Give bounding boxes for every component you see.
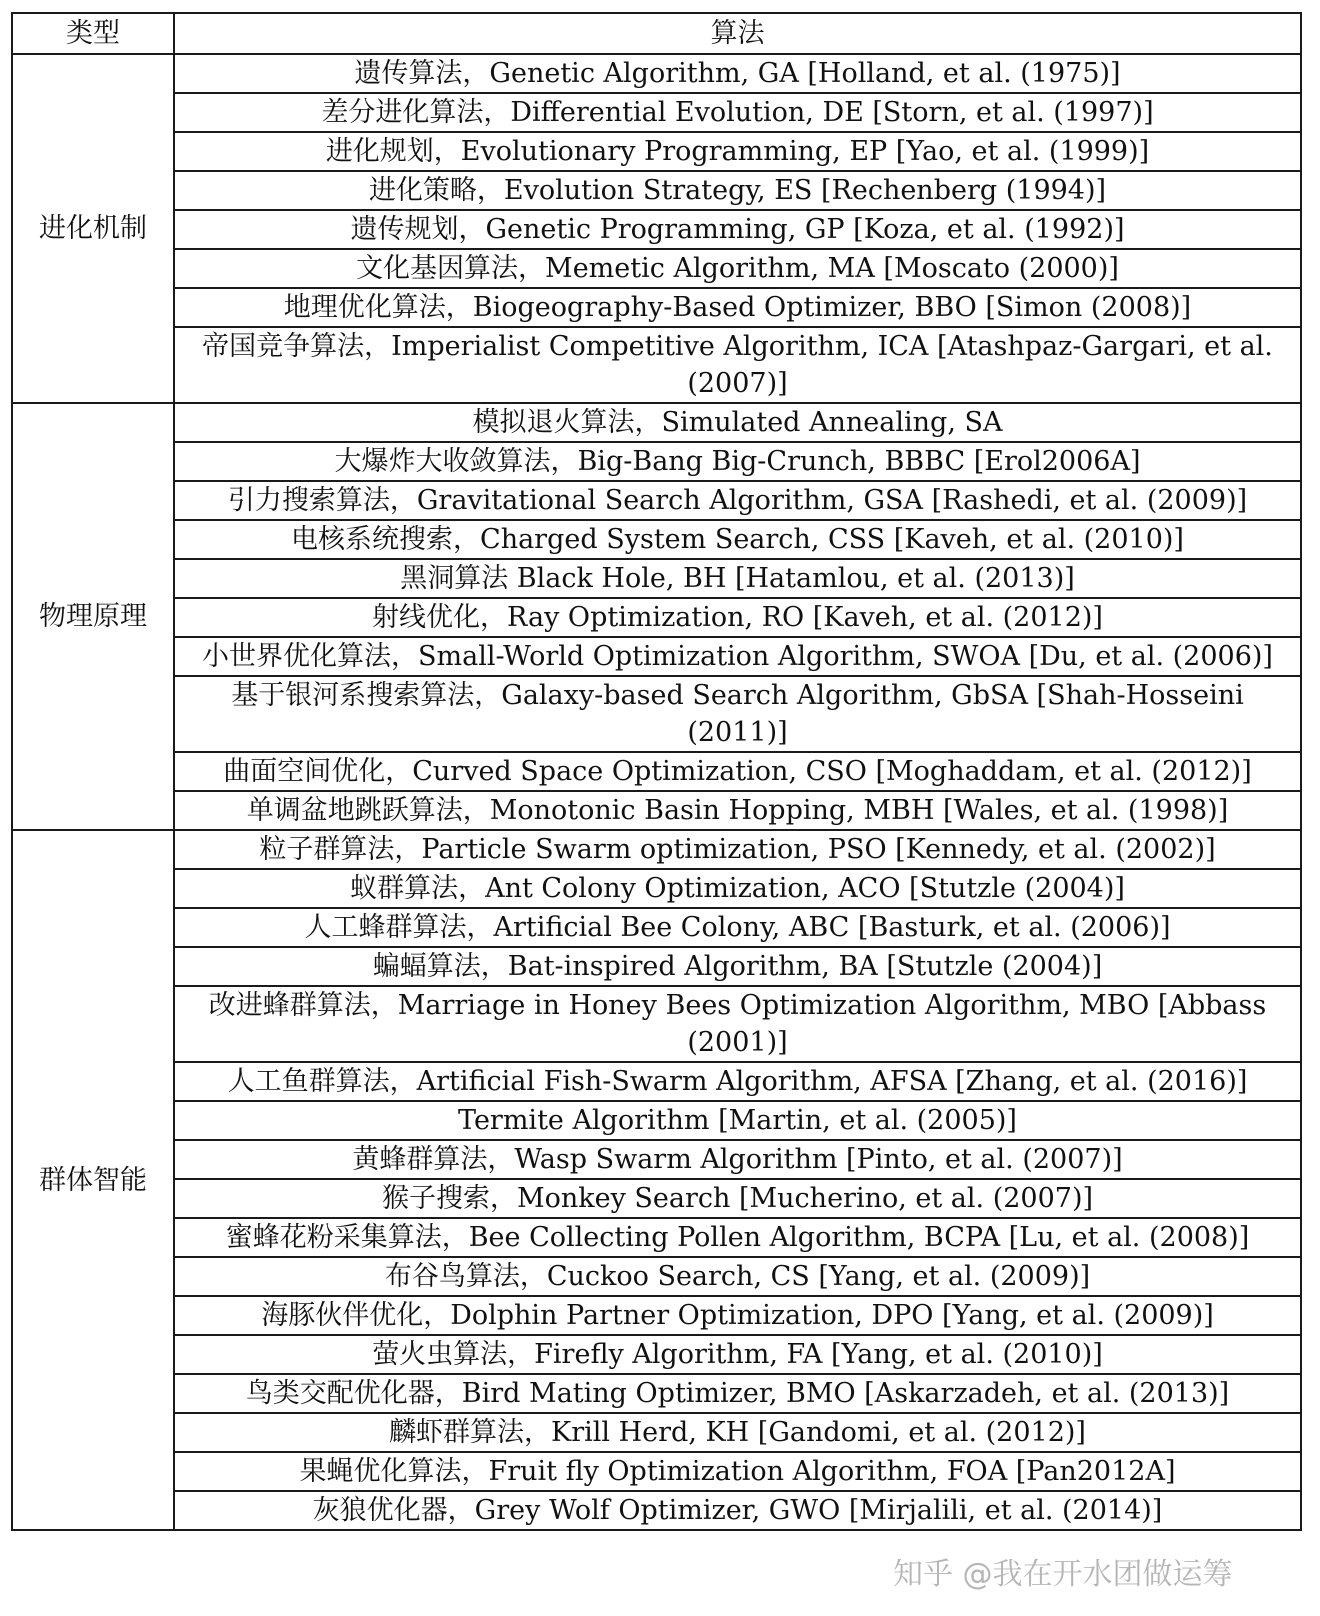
algorithm-cell: 黑洞算法 Black Hole, BH [Hatamlou, et al. (2013)] — [174, 559, 1301, 598]
table-row — [12, 327, 1301, 403]
algorithm-cell: 鸟类交配优化器，Bird Mating Optimizer, BMO [Askarzadeh, et al. (2013)] — [174, 1374, 1301, 1413]
algorithm-cell: 萤火虫算法，Firefly Algorithm, FA [Yang, et al. (2010)] — [174, 1335, 1301, 1374]
table-row — [12, 947, 1301, 986]
table-row — [12, 520, 1301, 559]
table-header-row — [12, 13, 1301, 54]
algorithm-cell: 射线优化，Ray Optimization, RO [Kaveh, et al. (2012)] — [174, 598, 1301, 637]
table-row — [12, 481, 1301, 520]
algorithm-cell: 帝国竞争算法，Imperialist Competitive Algorithm, ICA [Atashpaz-Gargari, et al. (2007)] — [174, 327, 1301, 403]
algorithm-cell: 人工鱼群算法，Artificial Fish-Swarm Algorithm, AFSA [Zhang, et al. (2016)] — [174, 1062, 1301, 1101]
table-row — [12, 908, 1301, 947]
category-cell: 群体智能 — [12, 830, 174, 1530]
table-row — [12, 1491, 1301, 1530]
algorithm-cell: 基于银河系搜索算法，Galaxy-based Search Algorithm, GbSA [Shah-Hosseini (2011)] — [174, 676, 1301, 752]
algorithm-cell: 大爆炸大收敛算法，Big-Bang Big-Crunch, BBBC [Erol2006A] — [174, 442, 1301, 481]
table-row — [12, 752, 1301, 791]
header-algorithm: 算法 — [174, 13, 1301, 54]
algorithm-cell: 小世界优化算法，Small-World Optimization Algorithm, SWOA [Du, et al. (2006)] — [174, 637, 1301, 676]
table-row — [12, 54, 1301, 93]
algorithm-cell: 模拟退火算法，Simulated Annealing, SA — [174, 403, 1301, 442]
table-row — [12, 637, 1301, 676]
table-row — [12, 1413, 1301, 1452]
table-row — [12, 1335, 1301, 1374]
algorithm-cell: 遗传规划，Genetic Programming, GP [Koza, et al. (1992)] — [174, 210, 1301, 249]
table-row — [12, 791, 1301, 830]
algorithm-cell: 蚁群算法，Ant Colony Optimization, ACO [Stutzle (2004)] — [174, 869, 1301, 908]
table-row — [12, 1062, 1301, 1101]
table-row — [12, 93, 1301, 132]
algorithm-cell: 单调盆地跳跃算法，Monotonic Basin Hopping, MBH [Wales, et al. (1998)] — [174, 791, 1301, 830]
table-row — [12, 1257, 1301, 1296]
table-row — [12, 1296, 1301, 1335]
header-type: 类型 — [12, 13, 174, 54]
table-row — [12, 986, 1301, 1062]
category-cell: 进化机制 — [12, 54, 174, 403]
algorithm-cell: 果蝇优化算法，Fruit fly Optimization Algorithm, FOA [Pan2012A] — [174, 1452, 1301, 1491]
algorithm-cell: 遗传算法，Genetic Algorithm, GA [Holland, et al. (1975)] — [174, 54, 1301, 93]
table-row — [12, 676, 1301, 752]
algorithm-cell: 进化规划，Evolutionary Programming, EP [Yao, et al. (1999)] — [174, 132, 1301, 171]
algorithm-cell: 粒子群算法，Particle Swarm optimization, PSO [Kennedy, et al. (2002)] — [174, 830, 1301, 869]
table-row — [12, 559, 1301, 598]
algorithm-cell: Termite Algorithm [Martin, et al. (2005)] — [174, 1101, 1301, 1140]
algorithm-cell: 差分进化算法，Differential Evolution, DE [Storn, et al. (1997)] — [174, 93, 1301, 132]
table-row — [12, 442, 1301, 481]
algorithm-cell: 灰狼优化器，Grey Wolf Optimizer, GWO [Mirjalili, et al. (2014)] — [174, 1491, 1301, 1530]
algorithm-cell: 曲面空间优化，Curved Space Optimization, CSO [Moghaddam, et al. (2012)] — [174, 752, 1301, 791]
algorithm-cell: 引力搜索算法，Gravitational Search Algorithm, GSA [Rashedi, et al. (2009)] — [174, 481, 1301, 520]
algorithm-table — [11, 12, 1302, 1531]
algorithm-cell: 海豚伙伴优化，Dolphin Partner Optimization, DPO [Yang, et al. (2009)] — [174, 1296, 1301, 1335]
algorithm-cell: 麟虾群算法，Krill Herd, KH [Gandomi, et al. (2012)] — [174, 1413, 1301, 1452]
table-row — [12, 249, 1301, 288]
table-row — [12, 1140, 1301, 1179]
table-row — [12, 288, 1301, 327]
table-row — [12, 210, 1301, 249]
table-row — [12, 1452, 1301, 1491]
algorithm-cell: 人工蜂群算法，Artificial Bee Colony, ABC [Basturk, et al. (2006)] — [174, 908, 1301, 947]
algorithm-cell: 布谷鸟算法，Cuckoo Search, CS [Yang, et al. (2009)] — [174, 1257, 1301, 1296]
algorithm-cell: 蝙蝠算法，Bat-inspired Algorithm, BA [Stutzle (2004)] — [174, 947, 1301, 986]
table-body — [12, 54, 1301, 1530]
table-row — [12, 598, 1301, 637]
algorithm-cell: 文化基因算法，Memetic Algorithm, MA [Moscato (2000)] — [174, 249, 1301, 288]
algorithm-cell: 黄蜂群算法，Wasp Swarm Algorithm [Pinto, et al. (2007)] — [174, 1140, 1301, 1179]
algorithm-cell: 改进蜂群算法，Marriage in Honey Bees Optimization Algorithm, MBO [Abbass (2001)] — [174, 986, 1301, 1062]
table-row — [12, 1101, 1301, 1140]
algorithm-cell: 猴子搜索，Monkey Search [Mucherino, et al. (2007)] — [174, 1179, 1301, 1218]
category-cell: 物理原理 — [12, 403, 174, 830]
table-row — [12, 1218, 1301, 1257]
table-row — [12, 171, 1301, 210]
table-row — [12, 1179, 1301, 1218]
algorithm-cell: 蜜蜂花粉采集算法，Bee Collecting Pollen Algorithm, BCPA [Lu, et al. (2008)] — [174, 1218, 1301, 1257]
algorithm-cell: 地理优化算法，Biogeography-Based Optimizer, BBO [Simon (2008)] — [174, 288, 1301, 327]
algorithm-cell: 电核系统搜索，Charged System Search, CSS [Kaveh, et al. (2010)] — [174, 520, 1301, 559]
table-row — [12, 830, 1301, 869]
table-row — [12, 403, 1301, 442]
algorithm-cell: 进化策略，Evolution Strategy, ES [Rechenberg (1994)] — [174, 171, 1301, 210]
table-row — [12, 132, 1301, 171]
watermark: 知乎 @我在开水团做运筹 — [893, 1557, 1233, 1592]
table-row — [12, 869, 1301, 908]
table-row — [12, 1374, 1301, 1413]
